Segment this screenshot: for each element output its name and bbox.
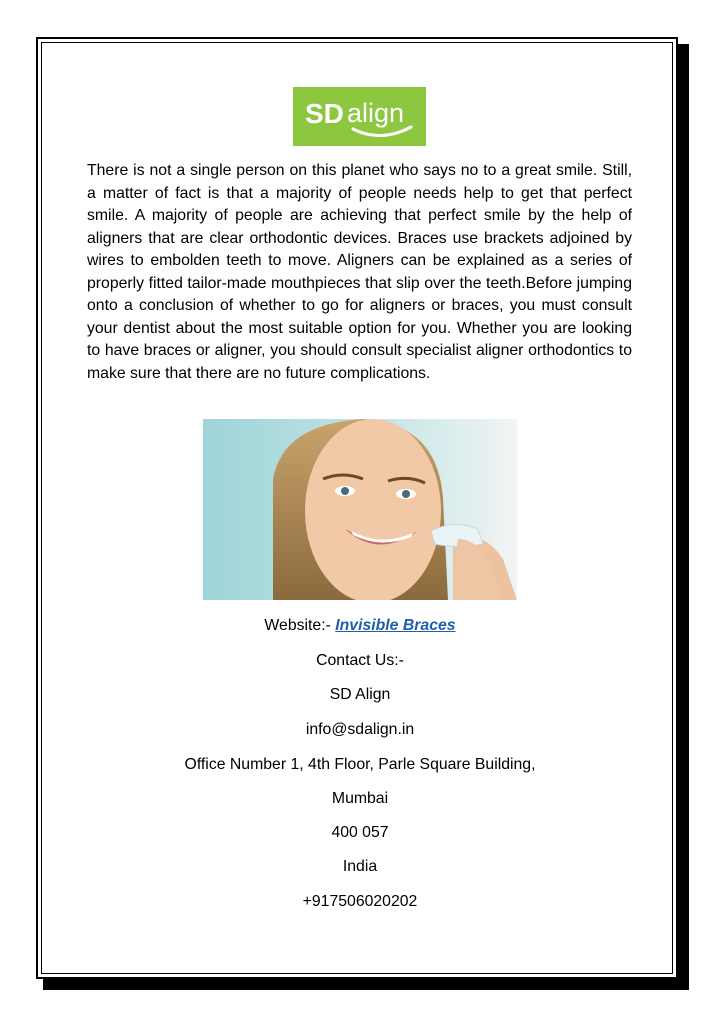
postal-code: 400 057 — [331, 824, 389, 841]
sdalign-logo — [293, 87, 426, 146]
phone-number: +917506020202 — [302, 893, 418, 910]
street-address: Office Number 1, 4th Floor, Parle Square Building, — [184, 756, 536, 773]
company-name: SD Align — [329, 686, 391, 703]
logo-text-align: align — [347, 98, 405, 128]
email-address: info@sdalign.in — [305, 721, 415, 738]
invisible-braces-link[interactable]: Invisible Braces — [335, 617, 456, 634]
logo-text-sd: SD — [305, 98, 344, 129]
website-label: Website:- — [264, 617, 336, 634]
intro-paragraph: There is not a single person on this planet who says no to a great smile. Still, a matter of fact is that a majority of people needs help to get that perfect smile. A majority of people are achieving that perfect smile by the help of aligners that are clear orthodontic devices. Braces use brackets adjoined by wires to embolden teeth to move. Aligners can be explained as a series of properly fitted tailor-made mouthpieces that slip over the teeth.Before jumping onto a conclusion of whether to go for aligners or braces, you must consult your dentist about the most suitable option for you. Whether you are looking to have braces or aligner, you should consult specialist aligner orthodontics to make sure that there are no future complications. — [87, 162, 632, 382]
smiling-woman-photo — [203, 419, 517, 600]
country: India — [342, 858, 378, 875]
city: Mumbai — [331, 790, 389, 807]
website-line — [100, 616, 620, 636]
contact-heading: Contact Us:- — [316, 652, 404, 669]
logo-smile-icon — [353, 127, 411, 136]
